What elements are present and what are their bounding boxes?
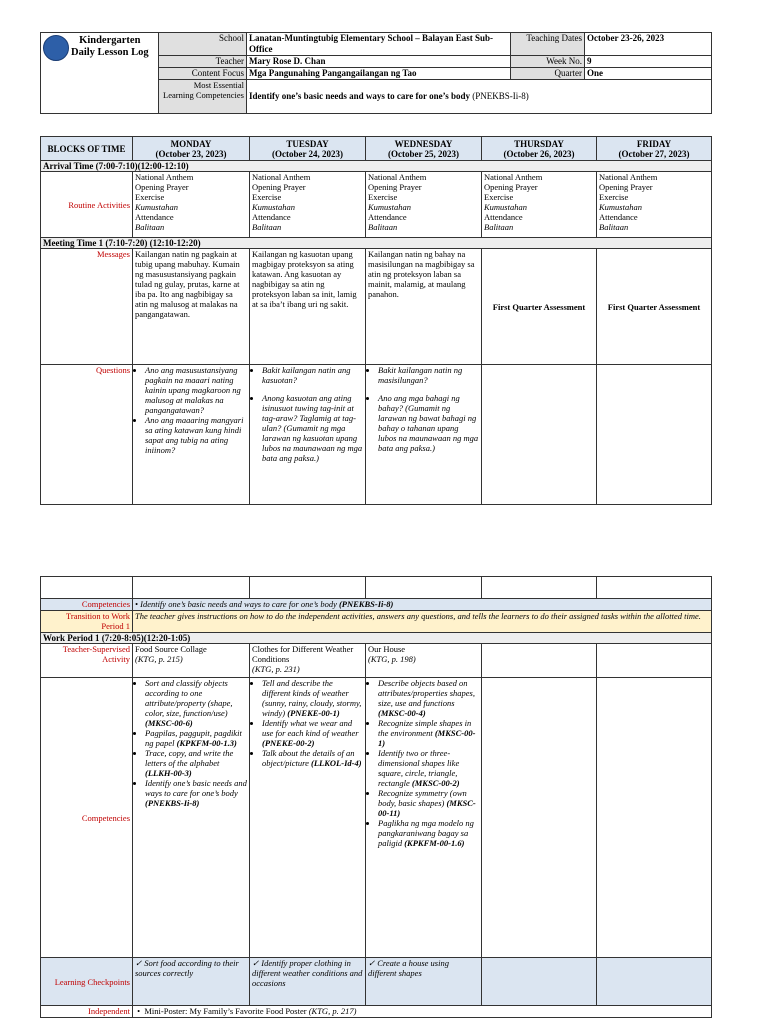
week-value: 9 <box>585 56 712 68</box>
check-icon: ✓ <box>368 958 376 968</box>
blank-cell <box>597 577 712 599</box>
checkpoint-friday <box>597 958 712 1006</box>
schedule-table-1 <box>40 136 712 505</box>
checkpoint-monday: ✓ Sort food according to their sources correctly <box>133 958 250 1006</box>
school-value: Lanatan-Muntingtubig Elementary School – Balayan East Sub-Office <box>247 33 511 56</box>
routine-cell: National Anthem Opening Prayer Exercise Kumustahan Attendance Balitaan <box>597 172 712 238</box>
blank-cell <box>133 577 250 599</box>
mec-value-cell <box>247 80 712 114</box>
competency-row: • Identify one’s basic needs and ways to care for one’s body (PNEKBS-Ii-8) <box>133 599 712 611</box>
competencies-label: Competencies <box>41 599 133 611</box>
blank-cell <box>482 577 597 599</box>
title-line2: Daily Lesson Log <box>71 47 149 58</box>
message-tuesday: Kailangan ng kasuotan upang magbigay proteksyon sa ating katawan. Ang kasuotan ay nagbibigay sa atin ng proteksyon laban sa init, lamig at sa iba’t ibang uri ng sakit. <box>250 249 366 365</box>
teacher-value: Mary Rose D. Chan <box>247 56 511 68</box>
school-label: School <box>159 33 247 56</box>
dates-value: October 23-26, 2023 <box>585 33 712 56</box>
header-table <box>40 32 712 114</box>
routine-cell: National Anthem Opening Prayer Exercise Kumustahan Attendance Balitaan <box>133 172 250 238</box>
competencies-friday <box>597 678 712 958</box>
day-header-tuesday: TUESDAY (October 24, 2023) <box>250 137 366 161</box>
day-header-friday: FRIDAY (October 27, 2023) <box>597 137 712 161</box>
day-header-monday: MONDAY (October 23, 2023) <box>133 137 250 161</box>
questions-wednesday: • Bakit kailangan natin ng masisilungan? • Ano ang mga bahagi ng bahay? (Gumamit ng larawan ng bawat bahagi ng bahay o tahanan upang lubos na maunawaan ng mga bata ang paksa.) <box>366 365 482 505</box>
blank-cell <box>41 577 133 599</box>
blank-cell <box>366 577 482 599</box>
checkpoint-wednesday: ✓ Create a house using different shapes <box>366 958 482 1006</box>
activity-wednesday: Our House (KTG, p. 198) <box>366 644 482 678</box>
questions-friday <box>597 365 712 505</box>
competencies-thursday <box>482 678 597 958</box>
dates-label: Teaching Dates <box>511 33 585 56</box>
message-wednesday: Kailangan natin ng bahay na masisilungan na magbibigay sa atin ng proteksyon laban sa mainit, malamig, at maulang panahon. <box>366 249 482 365</box>
check-icon: ✓ <box>252 958 260 968</box>
questions-tuesday: • Bakit kailangan natin ang kasuotan? • Anong kasuotan ang ating isinusuot tuwing tag-init at tag-araw? Taglamig at tag-ulan? (Gumamit ng mga larawan ng kasuotan upang lubos na maunawaan ng mga bata ang paksa.) <box>250 365 366 505</box>
deped-logo-icon <box>43 35 69 61</box>
comp-label: Competencies <box>41 678 133 958</box>
message-monday: Kailangan natin ng pagkain at tubig upang mabuhay. Kumain ng masusustansiyang pagkain tulad ng gulay, prutas, karne at iba pa. Ito ang nagbibigay sa atin ng malusog at malakas na pangangatawan. <box>133 249 250 365</box>
routine-label: Routine Activities <box>41 172 133 238</box>
week-label: Week No. <box>511 56 585 68</box>
routine-cell: National Anthem Opening Prayer Exercise Kumustahan Attendance Balitaan <box>366 172 482 238</box>
assessment-friday: First Quarter Assessment <box>597 249 712 365</box>
title-block <box>41 33 159 114</box>
check-icon: ✓ <box>135 958 143 968</box>
transition-label: Transition to Work Period 1 <box>41 611 133 633</box>
work-period-row: Work Period 1 (7:20-8:05)(12:20-1:05) <box>41 633 712 644</box>
blocks-of-time-header: BLOCKS OF TIME <box>41 137 133 161</box>
day-header-thursday: THURSDAY (October 26, 2023) <box>482 137 597 161</box>
title-line1: Kindergarten <box>79 35 141 46</box>
questions-monday: • Ano ang masusustansiyang pagkain na maaari nating kainin upang magkaroon ng malusog at malakas na pangangatawan? • Ano ang maaaring mangyari sa ating katawan kung hindi sapat ang tubig na ating iniinom? <box>133 365 250 505</box>
routine-cell: National Anthem Opening Prayer Exercise Kumustahan Attendance Balitaan <box>482 172 597 238</box>
questions-thursday <box>482 365 597 505</box>
checkpoint-tuesday: ✓ Identify proper clothing in different weather conditions and occasions <box>250 958 366 1006</box>
mec-value: Identify one’s basic needs and ways to care for one’s body <box>249 91 471 101</box>
mec-code: (PNEKBS-Ii-8) <box>472 91 529 101</box>
quarter-label: Quarter <box>511 68 585 80</box>
activity-monday: Food Source Collage (KTG, p. 215) <box>133 644 250 678</box>
quarter-value: One <box>585 68 712 80</box>
arrival-time-row: Arrival Time (7:00-7:10)(12:00-12:10) <box>41 161 712 172</box>
schedule-table-2 <box>40 576 712 1018</box>
meeting-time-row: Meeting Time 1 (7:10-7:20) (12:10-12:20) <box>41 238 712 249</box>
blank-cell <box>250 577 366 599</box>
activity-thursday <box>482 644 597 678</box>
transition-text: The teacher gives instructions on how to do the independent activities, answers any questions, and tells the learners to do their assigned tasks within the allotted time. <box>133 611 712 633</box>
activity-tuesday: Clothes for Different Weather Conditions (KTG, p. 231) <box>250 644 366 678</box>
competencies-wednesday: • Describe objects based on attributes/properties shapes, size, use and functions (MKSC-00-4) • Recognize simple shapes in the environment (MKSC-00-1) • Identify two or three-dimensional shapes like square, circle, triangle, rectangle (MKSC-00-2) • Recognize symmetry (own body, basic shapes) (MKSC-00-11) • Paglikha ng mga modelo ng pangkaraniwang bagay sa paligid (KPKFM-00-1.6) <box>366 678 482 958</box>
activity-friday <box>597 644 712 678</box>
mec-label: Most Essential Learning Competencies <box>159 80 247 114</box>
checkpoint-thursday <box>482 958 597 1006</box>
routine-cell: National Anthem Opening Prayer Exercise Kumustahan Attendance Balitaan <box>250 172 366 238</box>
content-focus-label: Content Focus <box>159 68 247 80</box>
day-header-wednesday: WEDNESDAY (October 25, 2023) <box>366 137 482 161</box>
checkpoints-label: Learning Checkpoints <box>41 958 133 1006</box>
independent-label: Independent <box>41 1006 133 1018</box>
independent-row: • Mini-Poster: My Family’s Favorite Food Poster (KTG, p. 217) <box>133 1006 712 1018</box>
content-focus-value: Mga Pangunahing Pangangailangan ng Tao <box>247 68 511 80</box>
competencies-tuesday: • Tell and describe the different kinds of weather (sunny, rainy, cloudy, stormy, windy) (PNEKE-00-1) • Identify what we wear and use for each kind of weather (PNEKE-00-2) • Talk about the details of an object/picture (LLKOL-Id-4) <box>250 678 366 958</box>
questions-label: Questions <box>41 365 133 505</box>
assessment-thursday: First Quarter Assessment <box>482 249 597 365</box>
teacher-label: Teacher <box>159 56 247 68</box>
tsa-label: Teacher-Supervised Activity <box>41 644 133 678</box>
messages-label: Messages <box>41 249 133 365</box>
competencies-monday: • Sort and classify objects according to one attribute/property (shape, color, size, function/use) (MKSC-00-6) • Pagpilas, paggupit, pagdikit ng papel (KPKFM-00-1.3) • Trace, copy, and write the letters of the alphabet (LLKH-00-3) • Identify one’s basic needs and ways to care for one’s body (PNEKBS-Ii-8) <box>133 678 250 958</box>
